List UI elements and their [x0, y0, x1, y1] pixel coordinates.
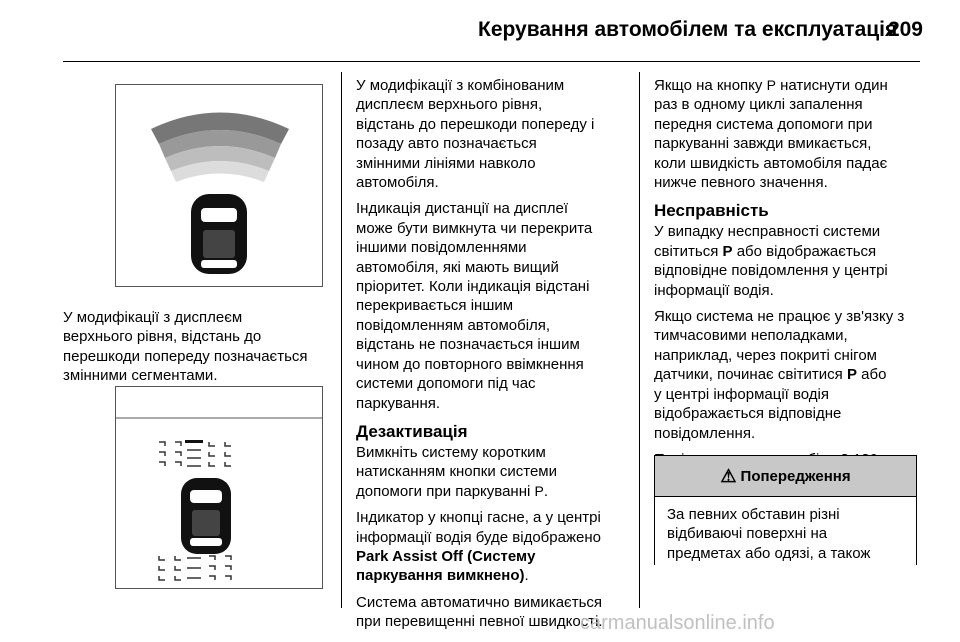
watermark: carmanualsonline.info — [580, 612, 775, 634]
parking-button-icon: P — [766, 77, 776, 93]
deactivation-heading: Дезактивація — [356, 421, 468, 441]
warning-header — [655, 456, 916, 497]
header-title: Керування автомобілем та експлуатація — [478, 18, 898, 41]
header-rule — [63, 61, 920, 62]
figure-front-segments — [115, 84, 323, 287]
column2-para4: Індикатор у кнопці гасне, а у центрі інформації водія буде відображено Park Assist Off (Системy паркування вимкнено). — [356, 509, 601, 585]
warning-triangle-icon: ⚠ — [720, 465, 737, 486]
column2-para1: У модифікації з комбінованим дисплеєм верхнього рівня, відстань до перешкоди попереду і позаду авто позначається змінними лініями навколо автомобіля. — [356, 77, 595, 192]
park-assist-off-message: Park Assist Off (Системy паркування вимкнено) — [356, 547, 536, 585]
car-icon — [181, 478, 231, 554]
column3-para3: Якщо система не працює у зв'язку з тимчасовими неполадками, наприклад, через покриті снігом датчики, починає світитися P або у центрі інформації водія відображається відповідне повідомлення. — [654, 308, 905, 442]
parking-button-icon: P — [534, 482, 544, 499]
column2-para2: Індикація дистанції на дисплеї може бути вимкнута чи перекрита іншими повідомленнями автомобіля, які мають вищий пріоритет. Коли індикація відстані перекривається іншим повідомленням автомобіля, відстань не позначається іншим чином до повторного ввімкнення системи допомоги під час паркування. — [356, 200, 593, 412]
warning-box — [654, 455, 917, 565]
column3-para1: Якщо на кнопку P натиснути один раз в одному циклі запалення передня система допомоги при паркуванні завжди вмикається, коли швидкість автомобіля падає нижче певного значення. — [654, 77, 888, 192]
page-number: 209 — [887, 18, 923, 41]
fault-indicator-icon: P — [846, 366, 857, 384]
figure-front-rear-lines — [115, 386, 323, 589]
column2-para3: Вимкніть систему коротким натисканням кнопки системи допомоги при паркуванні P. — [356, 443, 557, 500]
figure1-caption: У модифікації з дисплеєм верхнього рівня, відстань до перешкоди попереду позначається змінними сегментами. — [63, 309, 308, 385]
fault-indicator-icon: P — [722, 242, 733, 260]
column3-text — [654, 76, 926, 476]
warning-title: Попередження — [740, 467, 851, 485]
car-icon — [191, 194, 247, 274]
column1-text — [63, 308, 333, 393]
column2-text — [356, 76, 636, 639]
column3-para2: У випадку несправності системи світиться P або відображається відповідне повідомлення у центрі інформації водія. — [654, 223, 888, 299]
segment-arcs — [151, 113, 289, 183]
column-divider-1 — [341, 72, 342, 608]
fault-heading: Несправність — [654, 201, 769, 221]
column-divider-2 — [639, 72, 640, 608]
warning-text: За певних обставин різні відбиваючі поверхні на предметах або одязі, а також — [667, 506, 871, 562]
column2-para5: Система автоматично вимикається при перевищенні певної швидкості. — [356, 593, 603, 631]
